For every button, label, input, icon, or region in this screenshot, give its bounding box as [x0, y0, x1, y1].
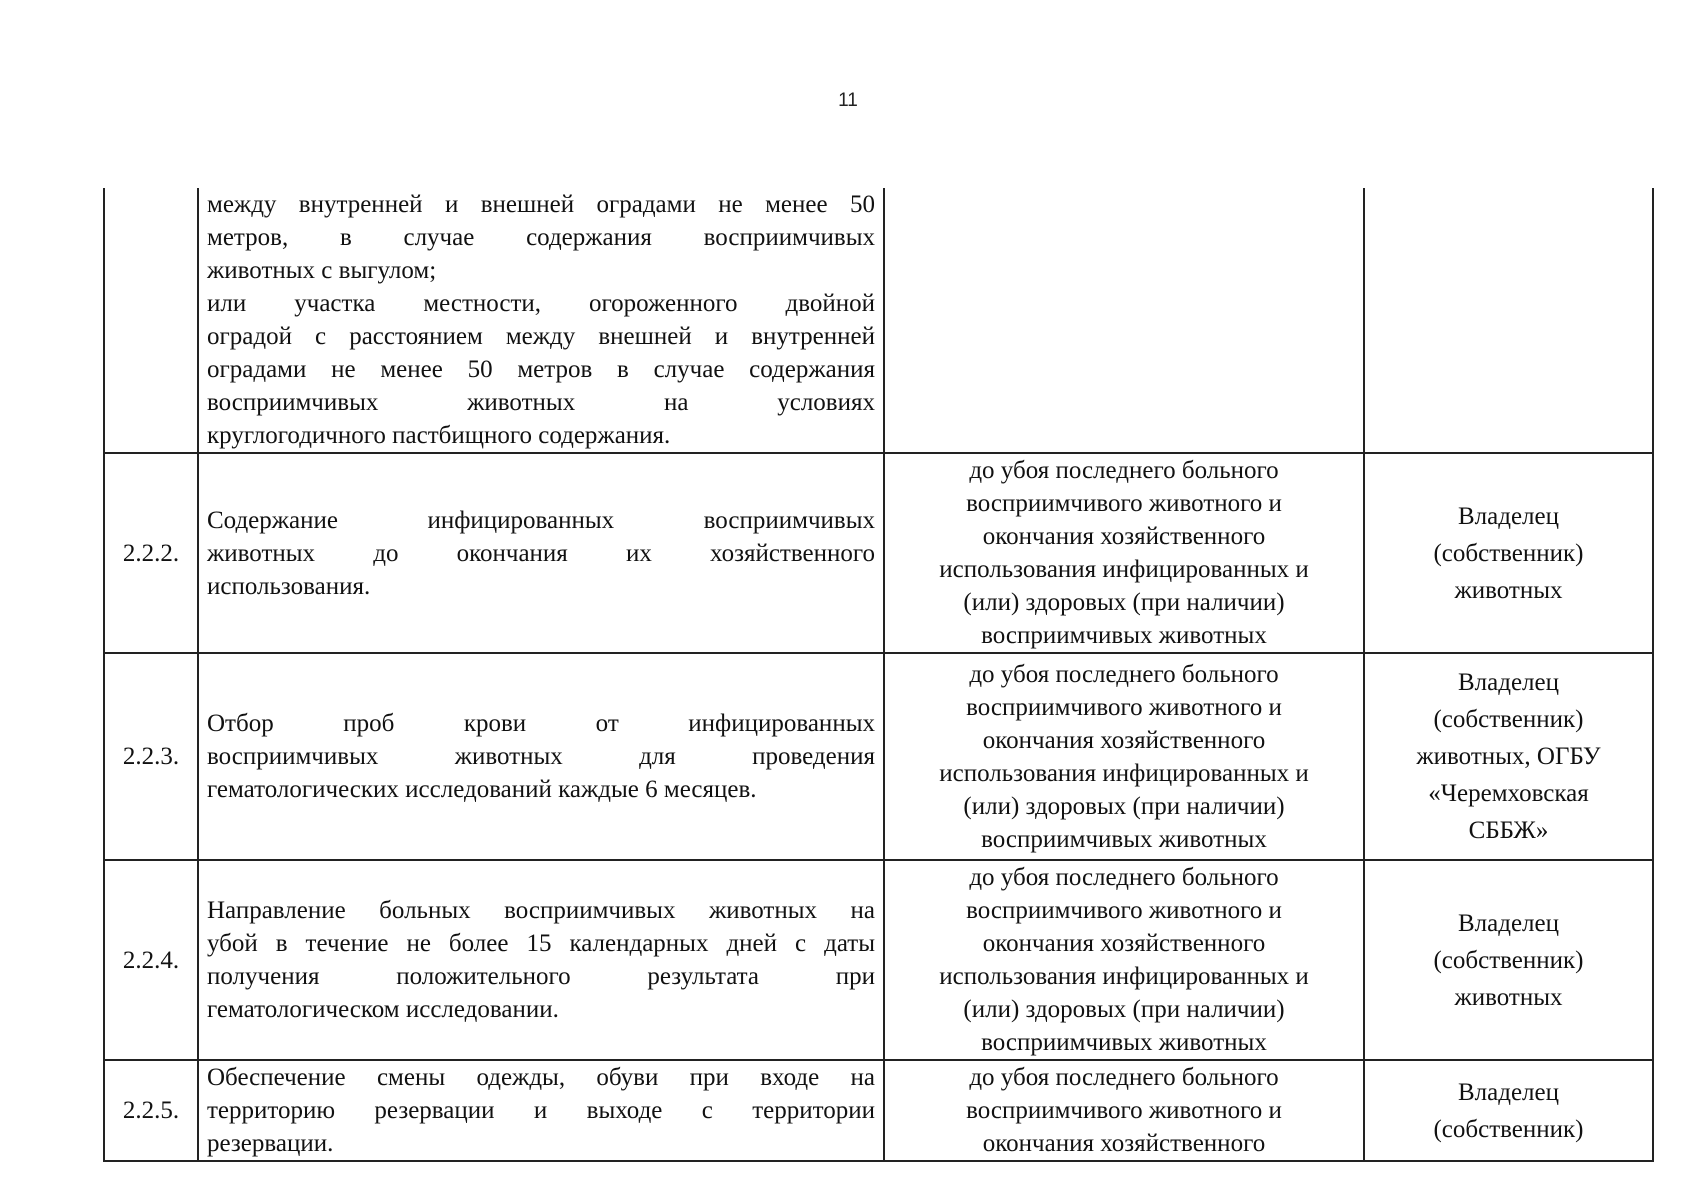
table-row — [104, 453, 1653, 653]
term-line: использования инфицированных и — [939, 759, 1309, 787]
description-line: восприимчивых животных для проведения — [207, 743, 875, 770]
term-line: восприимчивых животных — [981, 1029, 1267, 1056]
description-line: животных с выгулом; — [207, 257, 437, 284]
term-line: до убоя последнего больного — [969, 1064, 1279, 1091]
description-line: между внутренней и внешней оградами не менее 50 — [207, 191, 875, 218]
description-line: круглогодичного пастбищного содержания. — [207, 422, 671, 449]
row-number-cell: 2.2.2. — [104, 453, 198, 653]
description-line: резервации. — [207, 1130, 334, 1157]
responsible-line: (собственник) — [1433, 706, 1584, 733]
description-line: убой в течение не более 15 календарных дней с даты — [207, 930, 875, 957]
term-cell — [884, 188, 1364, 453]
description-line: Направление больных восприимчивых животных на — [207, 897, 875, 924]
term-line: восприимчивого животного и — [966, 897, 1282, 924]
row-number-cell: 2.2.3. — [104, 653, 198, 860]
term-cell — [884, 1060, 1364, 1161]
responsible-line: Владелец — [1457, 909, 1559, 937]
term-line: окончания хозяйственного — [982, 523, 1266, 550]
term-line: до убоя последнего больного — [969, 864, 1279, 891]
responsible-line: (собственник) — [1433, 946, 1584, 974]
responsible-line: Владелец — [1457, 1078, 1559, 1106]
term-line: окончания хозяйственного — [982, 726, 1266, 754]
description-line: Отбор проб крови от инфицированных — [207, 710, 875, 737]
description-line: оградами не менее 50 метров в случае содержания — [207, 356, 875, 383]
description-line: получения положительного результата при — [207, 963, 875, 990]
table-row — [104, 188, 1653, 453]
term-line: использования инфицированных и — [939, 963, 1309, 990]
term-line: (или) здоровых (при наличии) — [963, 792, 1285, 820]
row-number-cell — [104, 188, 198, 453]
description-line: гематологических исследований каждые 6 месяцев. — [207, 776, 757, 803]
description-line: гематологическом исследовании. — [207, 996, 559, 1023]
term-line: (или) здоровых (при наличии) — [963, 589, 1285, 616]
term-line: окончания хозяйственного — [982, 1130, 1266, 1157]
responsible-cell — [1364, 1060, 1653, 1161]
term-line: восприимчивого животного и — [966, 490, 1282, 517]
term-line: восприимчивых животных — [981, 825, 1267, 853]
term-line: использования инфицированных и — [939, 556, 1309, 583]
table-row — [104, 653, 1653, 860]
description-line: метров, в случае содержания восприимчивых — [207, 224, 875, 251]
description-line: животных до окончания их хозяйственного — [207, 539, 875, 567]
term-line: до убоя последнего больного — [969, 660, 1279, 688]
term-line: окончания хозяйственного — [982, 930, 1266, 957]
description-line: Обеспечение смены одежды, обуви при входе на — [207, 1064, 875, 1091]
responsible-line: «Черемховская — [1428, 780, 1589, 807]
description-cell — [198, 453, 884, 653]
description-line: оградой с расстоянием между внешней и внутренней — [207, 323, 875, 350]
responsible-cell — [1364, 653, 1653, 860]
term-cell — [884, 453, 1364, 653]
term-line: (или) здоровых (при наличии) — [963, 996, 1285, 1023]
responsible-cell — [1364, 453, 1653, 653]
term-line: восприимчивого животного и — [966, 693, 1282, 721]
description-line: восприимчивых животных на условиях — [207, 389, 875, 416]
page-number: 11 — [838, 90, 858, 111]
responsible-line: животных, ОГБУ — [1416, 743, 1601, 770]
responsible-line: Владелец — [1457, 502, 1559, 530]
row-number-cell: 2.2.5. — [104, 1060, 198, 1161]
description-cell — [198, 1060, 884, 1161]
responsible-cell — [1364, 188, 1653, 453]
term-cell — [884, 860, 1364, 1060]
description-cell — [198, 653, 884, 860]
responsible-line: СББЖ» — [1468, 817, 1549, 844]
responsible-line: (собственник) — [1433, 539, 1584, 567]
table-row — [104, 860, 1653, 1060]
description-line: Содержание инфицированных восприимчивых — [207, 506, 875, 534]
description-cell — [198, 860, 884, 1060]
description-line: использования. — [207, 572, 371, 600]
term-line: восприимчивых животных — [981, 622, 1267, 649]
responsible-line: животных — [1454, 576, 1563, 604]
description-line: или участка местности, огороженного двойной — [207, 290, 875, 317]
term-line: до убоя последнего больного — [969, 457, 1279, 484]
responsible-line: (собственник) — [1433, 1115, 1584, 1143]
responsible-line: Владелец — [1457, 669, 1559, 696]
term-line: восприимчивого животного и — [966, 1097, 1282, 1124]
term-cell — [884, 653, 1364, 860]
description-line: территорию резервации и выходе с территории — [207, 1097, 875, 1124]
description-cell — [198, 188, 884, 453]
row-number-cell: 2.2.4. — [104, 860, 198, 1060]
responsible-line: животных — [1454, 983, 1563, 1011]
responsible-cell — [1364, 860, 1653, 1060]
measures-table — [103, 188, 1654, 1162]
table-row — [104, 1060, 1653, 1161]
